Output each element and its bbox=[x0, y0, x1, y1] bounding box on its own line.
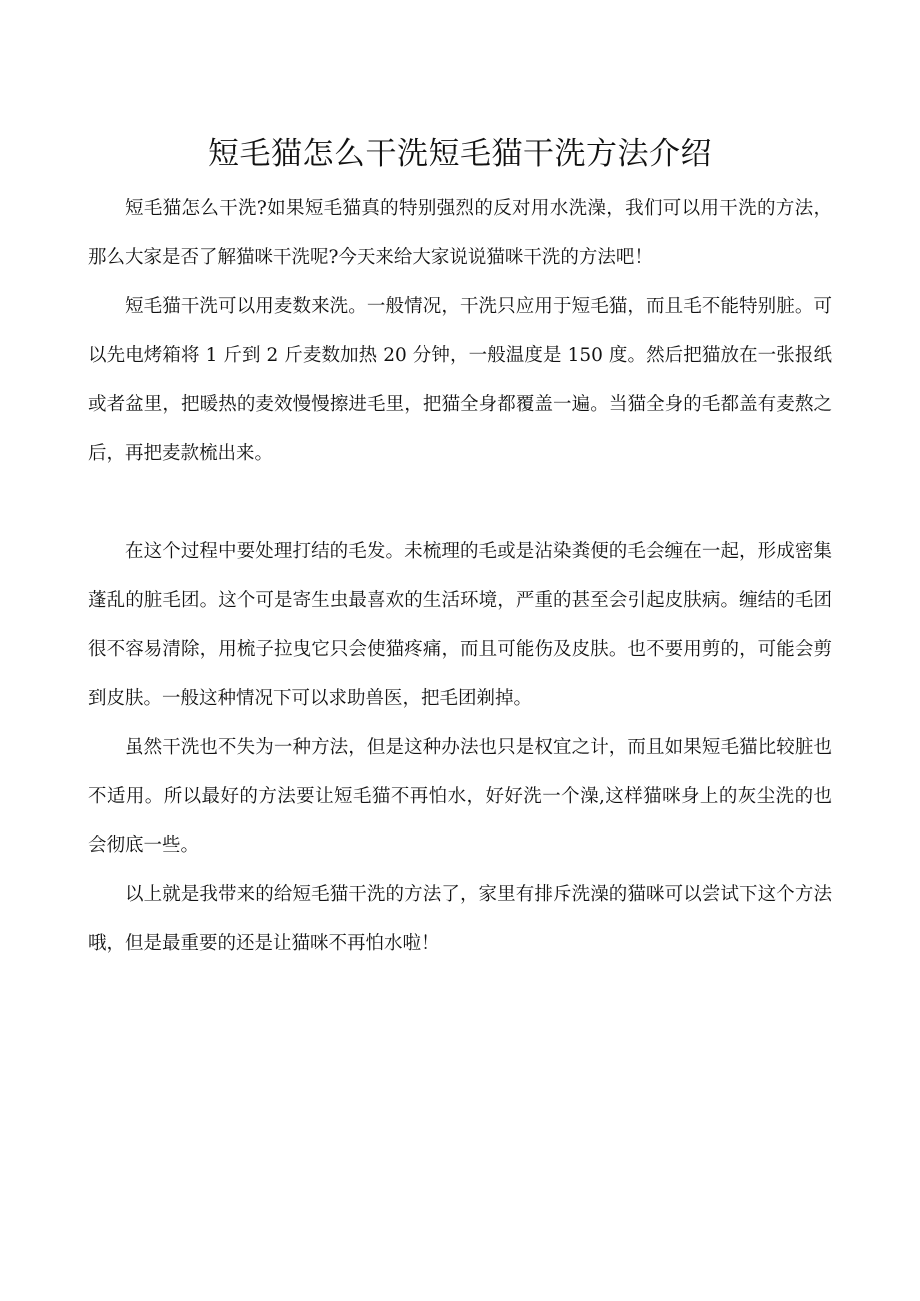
paragraph-4: 虽然干洗也不失为一种方法，但是这种办法也只是权宜之计，而且如果短毛猫比较脏也不适用。所以最好的方法要让短毛猫不再怕水，好好洗一个澡,这样猫咪身上的灰尘洗的也会彻底一些。 bbox=[88, 737, 832, 856]
document-body bbox=[88, 184, 832, 968]
paragraph-spacer bbox=[88, 478, 832, 527]
paragraph-2: 短毛猫干洗可以用麦数来洗。一般情况，干洗只应用于短毛猫，而且毛不能特别脏。可以先电烤箱将 1 斤到 2 斤麦数加热 20 分钟，一般温度是 150 度。然后把猫放在一张报纸或者盆里，把暖热的麦效慢慢擦进毛里，把猫全身都覆盖一遍。当猫全身的毛都盖有麦熬之后，再把麦款梳出来。 bbox=[88, 296, 832, 464]
paragraph-5: 以上就是我带来的给短毛猫干洗的方法了，家里有排斥洗澡的猫咪可以尝试下这个方法哦，但是最重要的还是让猫咪不再怕水啦！ bbox=[88, 884, 832, 954]
document-title: 短毛猫怎么干洗短毛猫干洗方法介绍 bbox=[208, 136, 712, 172]
paragraph-1: 短毛猫怎么干洗?如果短毛猫真的特别强烈的反对用水洗澡，我们可以用干洗的方法，那么大家是否了解猫咪干洗呢?今天来给大家说说猫咪干洗的方法吧！ bbox=[88, 198, 832, 268]
paragraph-3: 在这个过程中要处理打结的毛发。未梳理的毛或是沾染粪便的毛会缠在一起，形成密集蓬乱的脏毛团。这个可是寄生虫最喜欢的生活环境，严重的甚至会引起皮肤病。缠结的毛团很不容易清除，用梳子拉曳它只会使猫疼痛，而且可能伤及皮肤。也不要用剪的，可能会剪到皮肤。一般这种情况下可以求助兽医，把毛团剃掉。 bbox=[88, 541, 832, 709]
